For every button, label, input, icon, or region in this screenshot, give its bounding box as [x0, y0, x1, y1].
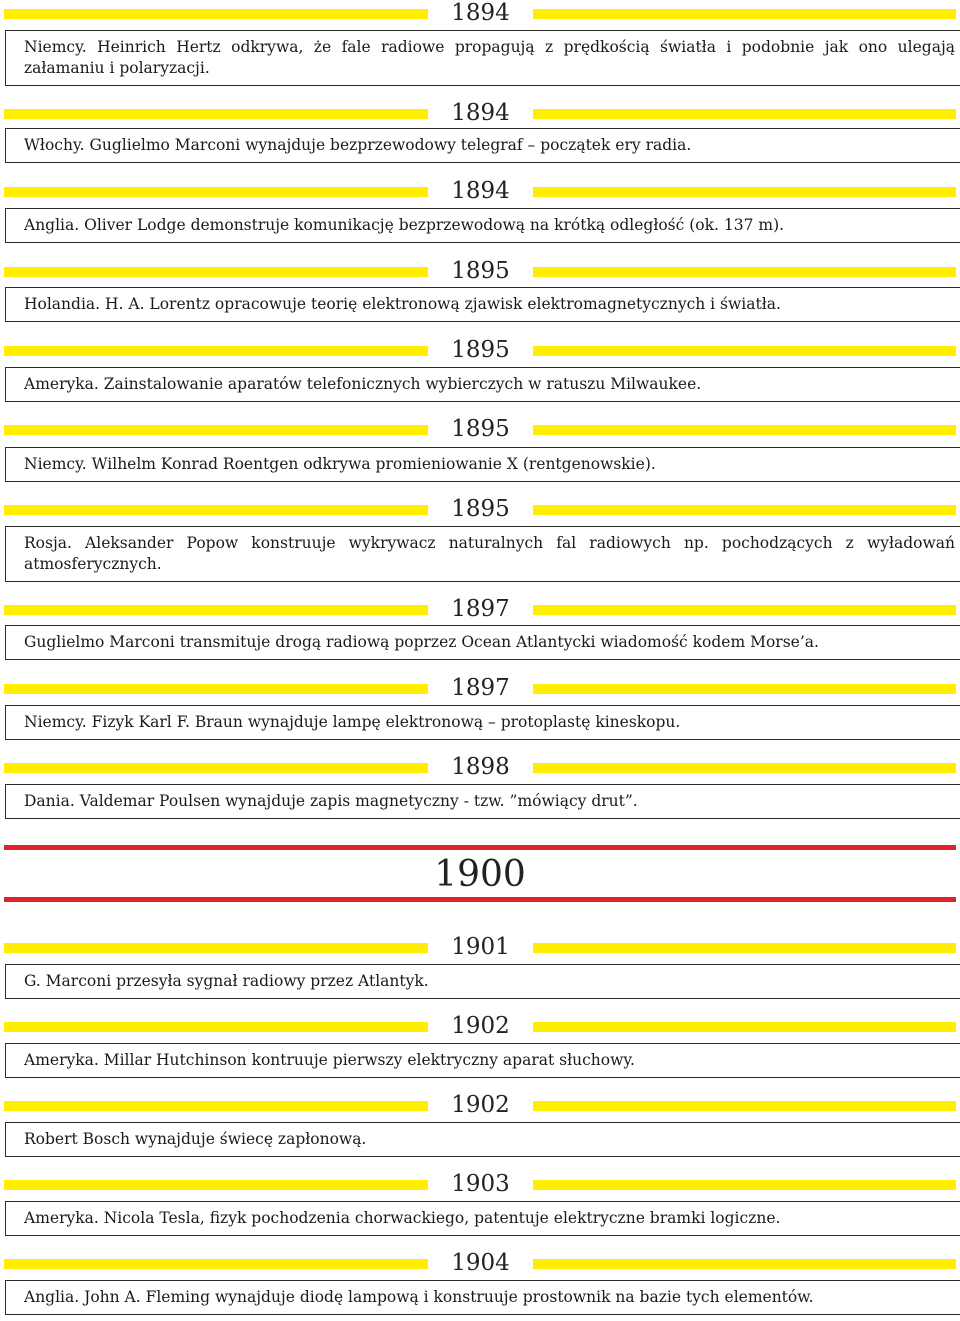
year-label: 1898 — [451, 754, 510, 780]
year-bar-right — [533, 763, 956, 773]
year-header — [0, 677, 960, 701]
year-header — [0, 1094, 960, 1118]
year-label: 1903 — [451, 1171, 510, 1197]
year-header — [0, 498, 960, 522]
year-label: 1894 — [451, 178, 510, 204]
year-bar-right — [533, 187, 956, 197]
year-bar-left — [4, 1259, 428, 1269]
year-label: 1901 — [451, 934, 510, 960]
year-bar-left — [4, 684, 428, 694]
timeline-entry: Niemcy. Wilhelm Konrad Roentgen odkrywa promieniowanie X (rentgenowskie). — [5, 447, 960, 482]
timeline-entry: Anglia. John A. Fleming wynajduje diodę lampową i konstruuje prostownik na bazie tych elementów. — [5, 1280, 960, 1315]
year-label: 1902 — [451, 1092, 510, 1118]
year-bar-right — [533, 943, 956, 953]
timeline-entry: Ameryka. Nicola Tesla, fizyk pochodzenia chorwackiego, patentuje elektryczne bramki logiczne. — [5, 1201, 960, 1236]
year-bar-left — [4, 187, 428, 197]
year-header — [0, 260, 960, 284]
year-label: 1895 — [451, 496, 510, 522]
year-header — [0, 1173, 960, 1197]
year-header — [0, 1252, 960, 1276]
era-year-label: 1900 — [434, 854, 526, 895]
year-bar-left — [4, 1022, 428, 1032]
year-bar-left — [4, 425, 428, 435]
year-label: 1895 — [451, 337, 510, 363]
year-bar-left — [4, 1101, 428, 1111]
year-bar-left — [4, 346, 428, 356]
year-header — [0, 1015, 960, 1039]
year-bar-right — [533, 1022, 956, 1032]
year-label: 1895 — [451, 258, 510, 284]
timeline-entry: Holandia. H. A. Lorentz opracowuje teorię elektronową zjawisk elektromagnetycznych i światła. — [5, 287, 960, 322]
timeline-entry: Włochy. Guglielmo Marconi wynajduje bezprzewodowy telegraf – początek ery radia. — [5, 128, 960, 163]
timeline-entry: Niemcy. Heinrich Hertz odkrywa, że fale radiowe propagują z prędkością światła i podobnie jak ono ulegają załamaniu i polaryzacji. — [5, 30, 960, 86]
era-divider-top — [4, 845, 956, 850]
year-bar-left — [4, 9, 428, 19]
year-label: 1902 — [451, 1013, 510, 1039]
year-header — [0, 598, 960, 622]
timeline-entry: G. Marconi przesyła sygnał radiowy przez Atlantyk. — [5, 964, 960, 999]
year-bar-right — [533, 1259, 956, 1269]
year-header — [0, 102, 960, 126]
year-bar-right — [533, 425, 956, 435]
year-bar-left — [4, 267, 428, 277]
year-label: 1897 — [451, 596, 510, 622]
timeline-entry: Ameryka. Zainstalowanie aparatów telefonicznych wybierczych w ratuszu Milwaukee. — [5, 367, 960, 402]
year-bar-right — [533, 1180, 956, 1190]
year-bar-right — [533, 109, 956, 119]
year-bar-right — [533, 684, 956, 694]
year-bar-right — [533, 267, 956, 277]
timeline-entry: Guglielmo Marconi transmituje drogą radiową poprzez Ocean Atlantycki wiadomość kodem Morse’a. — [5, 625, 960, 660]
year-bar-right — [533, 1101, 956, 1111]
year-bar-left — [4, 505, 428, 515]
timeline-entry: Robert Bosch wynajduje świecę zapłonową. — [5, 1122, 960, 1157]
year-header — [0, 180, 960, 204]
year-bar-left — [4, 763, 428, 773]
year-bar-right — [533, 346, 956, 356]
year-bar-left — [4, 109, 428, 119]
timeline-entry: Anglia. Oliver Lodge demonstruje komunikację bezprzewodową na krótką odległość (ok. 137 m). — [5, 208, 960, 243]
year-header — [0, 2, 960, 26]
era-divider-bottom — [4, 897, 956, 902]
year-header — [0, 418, 960, 442]
timeline-entry: Niemcy. Fizyk Karl F. Braun wynajduje lampę elektronową – protoplastę kineskopu. — [5, 705, 960, 740]
year-bar-left — [4, 943, 428, 953]
timeline-entry: Rosja. Aleksander Popow konstruuje wykrywacz naturalnych fal radiowych np. pochodzących z wyładowań atmosferycznych. — [5, 526, 960, 582]
year-bar-right — [533, 605, 956, 615]
year-label: 1894 — [451, 0, 510, 26]
year-bar-right — [533, 505, 956, 515]
timeline-entry: Ameryka. Millar Hutchinson kontruuje pierwszy elektryczny aparat słuchowy. — [5, 1043, 960, 1078]
year-bar-left — [4, 605, 428, 615]
year-label: 1895 — [451, 416, 510, 442]
year-header — [0, 339, 960, 363]
year-label: 1894 — [451, 100, 510, 126]
timeline-entry: Dania. Valdemar Poulsen wynajduje zapis magnetyczny - tzw. ”mówiący drut”. — [5, 784, 960, 819]
year-header — [0, 756, 960, 780]
year-bar-left — [4, 1180, 428, 1190]
year-bar-right — [533, 9, 956, 19]
year-label: 1897 — [451, 675, 510, 701]
year-header — [0, 936, 960, 960]
year-label: 1904 — [451, 1250, 510, 1276]
